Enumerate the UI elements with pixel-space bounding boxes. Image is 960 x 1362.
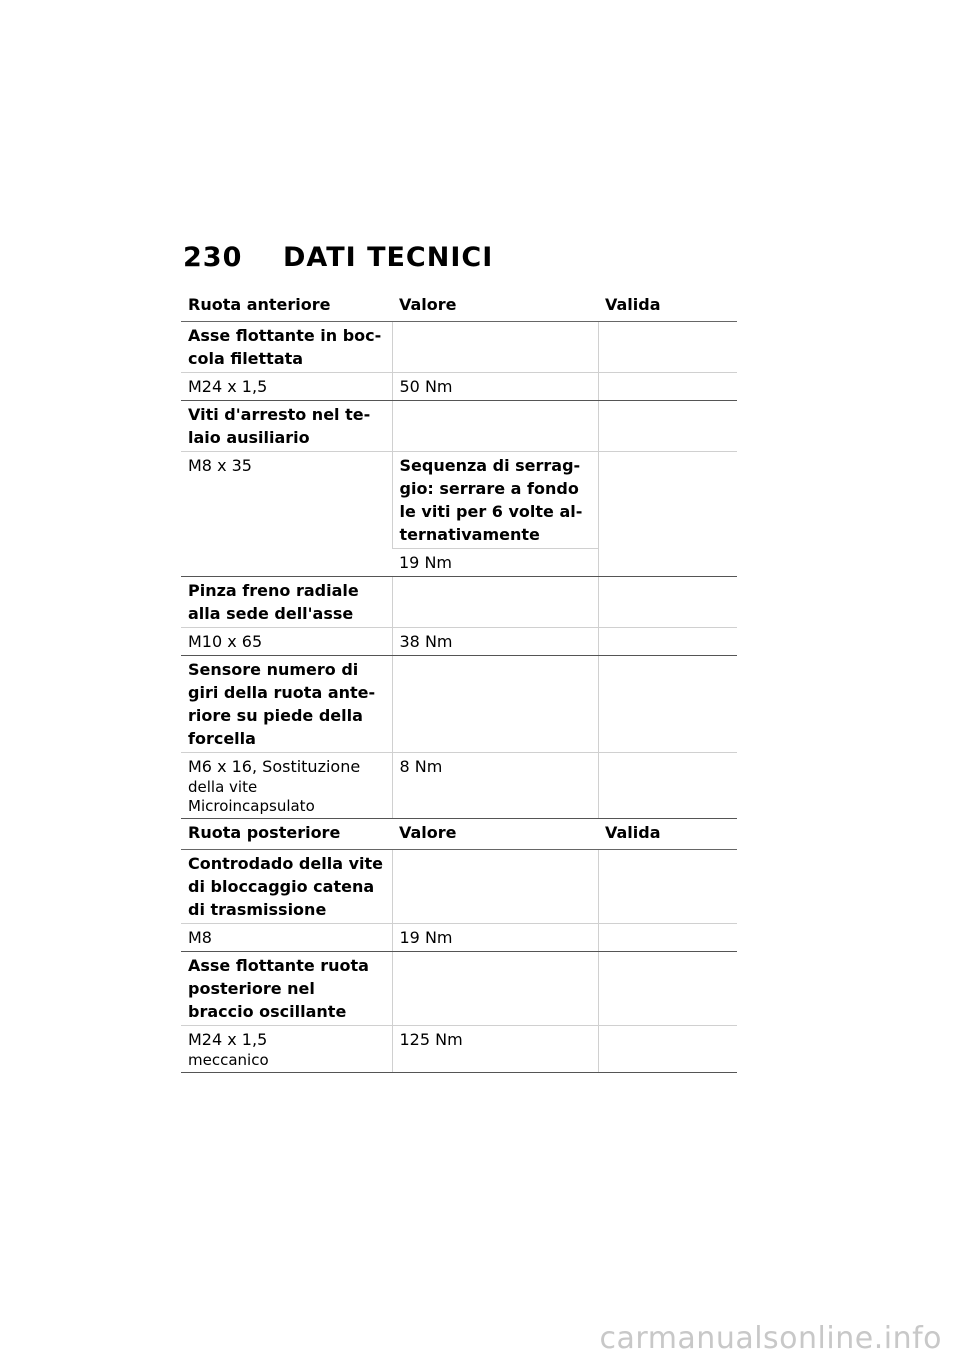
part-spec xyxy=(181,1026,392,1073)
rear-wheel-table xyxy=(181,818,737,1073)
part-spec-line: della vite xyxy=(188,778,258,796)
page-title: DATI TECNICI xyxy=(283,242,494,273)
part-spec: M24 x 1,5 xyxy=(181,373,392,401)
table-row xyxy=(181,924,737,952)
column-header-part: Ruota posteriore xyxy=(181,818,392,850)
part-name: Pinza freno radiale alla sede dell'asse xyxy=(181,577,392,628)
part-name: Controdado della vite di bloccaggio catena di trasmissione xyxy=(181,850,392,924)
table-row xyxy=(181,952,737,1026)
part-spec xyxy=(181,753,392,819)
part-spec-line: meccanico xyxy=(188,1051,269,1069)
table-row xyxy=(181,753,737,819)
part-name: Viti d'arresto nel te-laio ausiliario xyxy=(181,401,392,452)
table-row xyxy=(181,577,737,628)
front-wheel-table xyxy=(181,290,737,819)
table-row xyxy=(181,373,737,401)
torque-value: 19 Nm xyxy=(392,924,598,952)
tightening-sequence-note: Sequenza di serrag-gio: serrare a fondo le viti per 6 volte al-ternativamente xyxy=(392,452,598,549)
table-row xyxy=(181,628,737,656)
table-row xyxy=(181,656,737,753)
column-header-valid: Valida xyxy=(598,818,737,850)
torque-value: 38 Nm xyxy=(392,628,598,656)
part-name: Sensore numero di giri della ruota ante-riore su piede della forcella xyxy=(181,656,392,753)
column-header-value: Valore xyxy=(392,818,598,850)
table-row xyxy=(181,850,737,924)
part-spec-line: Microincapsulato xyxy=(188,797,315,815)
table-row xyxy=(181,401,737,452)
watermark: carmanualsonline.info xyxy=(599,1321,942,1356)
table-row xyxy=(181,1026,737,1073)
table-row xyxy=(181,322,737,373)
part-name: Asse flottante ruota posteriore nel braccio oscillante xyxy=(181,952,392,1026)
part-spec-line: M24 x 1,5 xyxy=(188,1030,268,1049)
part-spec: M8 x 35 xyxy=(181,452,392,577)
torque-value: 50 Nm xyxy=(392,373,598,401)
table-row xyxy=(181,452,737,549)
part-spec: M8 xyxy=(181,924,392,952)
torque-value: 19 Nm xyxy=(392,549,598,577)
part-spec-line: M6 x 16, Sostituzione xyxy=(188,757,361,776)
column-header-part: Ruota anteriore xyxy=(181,290,392,322)
torque-value: 125 Nm xyxy=(392,1026,598,1073)
column-header-valid: Valida xyxy=(598,290,737,322)
table-header-row xyxy=(181,818,737,850)
part-name: Asse flottante in boc-cola filettata xyxy=(181,322,392,373)
page-header xyxy=(183,242,493,273)
page-number: 230 xyxy=(183,242,243,273)
table-header-row xyxy=(181,290,737,322)
torque-value: 8 Nm xyxy=(392,753,598,819)
part-spec: M10 x 65 xyxy=(181,628,392,656)
column-header-value: Valore xyxy=(392,290,598,322)
